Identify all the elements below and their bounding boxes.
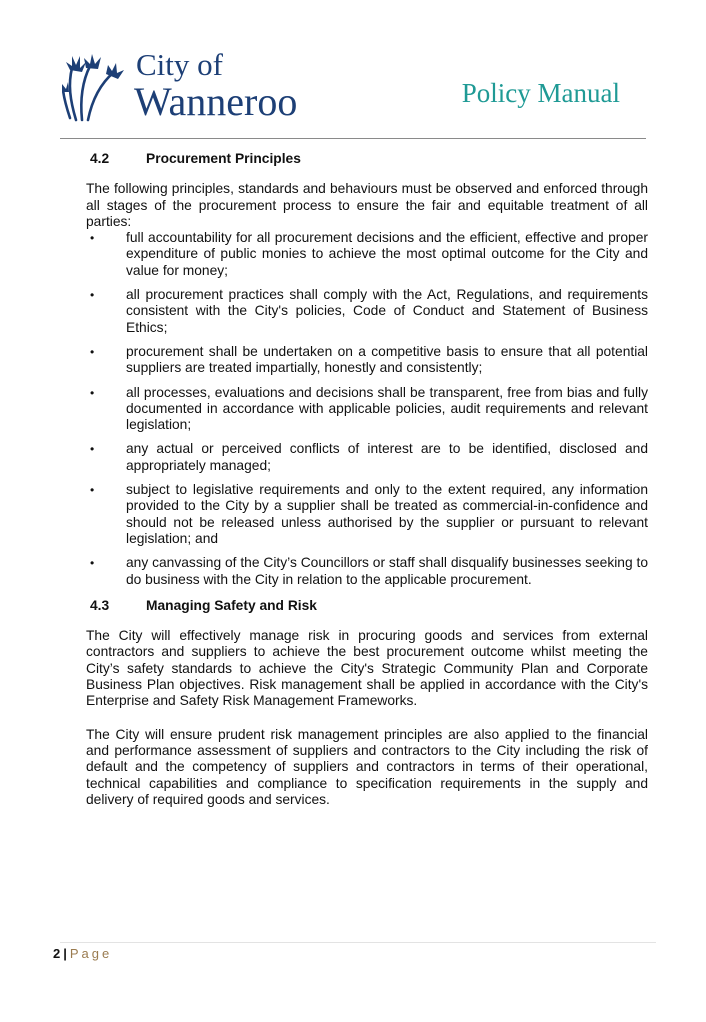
section-4-2-heading [90, 151, 648, 167]
list-item: • subject to legislative requirements and only to the extent required, any information provided to the City by a supplier shall be treated as commercial-in-confidence and should not be released unless authorised by the supplier or pursuant to relevant legislation; and [90, 482, 648, 546]
header-divider [60, 138, 646, 139]
page-number: 2 [53, 946, 61, 961]
footer-separator: | [63, 946, 67, 961]
logo-city-of: City of [136, 47, 223, 82]
section-number: 4.2 [90, 151, 110, 166]
footer-divider [60, 942, 656, 943]
bullet-dot-icon: • [90, 288, 95, 303]
section-4-3-heading [90, 598, 648, 614]
list-item: • full accountability for all procurement decisions and the efficient, effective and proper expenditure of public monies to achieve the most optimal outcome for the City and value for money; [90, 230, 648, 278]
page-footer [53, 946, 112, 961]
list-item: • procurement shall be undertaken on a competitive basis to ensure that all potential suppliers are treated impartially, honestly and consistently; [90, 343, 648, 376]
page-label: Page [69, 946, 113, 961]
bullet-dot-icon: • [90, 556, 95, 571]
kangaroo-paw-icon [62, 48, 136, 124]
logo-wanneroo: Wanneroo [134, 79, 298, 124]
bullet-dot-icon: • [90, 385, 95, 400]
city-logo [62, 48, 332, 128]
bullet-dot-icon: • [90, 344, 95, 359]
section-number: 4.3 [90, 597, 110, 613]
procurement-principles-list [86, 230, 648, 588]
section-4-3-paragraph-2: The City will ensure prudent risk management principles are also applied to the financial and performance assessment of suppliers and contractors to the City including the risk of default and the competency of suppliers and contractors in terms of their operational, technical capabilities and compliance to specification requirements in the supply and delivery of required goods and services. [86, 726, 648, 807]
policy-manual-title: Policy Manual [461, 78, 620, 108]
list-item: • any canvassing of the City’s Councillors or staff shall disqualify businesses seeking to do business with the City in relation to the applicable procurement. [90, 555, 648, 587]
section-4-3-paragraph-1: The City will effectively manage risk in procuring goods and services from external contractors and suppliers to achieve the best procurement outcome whilst meeting the City’s safety standards to achieve the City's Strategic Community Plan and Corporate Business Plan objectives. Risk management shall be applied in accordance with the City's Enterprise and Safety Risk Management Frameworks. [86, 628, 648, 709]
section-title: Managing Safety and Risk [146, 597, 317, 613]
section-4-2-intro: The following principles, standards and behaviours must be observed and enforced through all stages of the procurement process to ensure the fair and equitable treatment of all parties: [86, 181, 648, 229]
bullet-dot-icon: • [90, 442, 95, 457]
section-title: Procurement Principles [146, 151, 301, 166]
list-item: • all procurement practices shall comply with the Act, Regulations, and requirements consistent with the City's policies, Code of Conduct and Statement of Business Ethics; [90, 287, 648, 335]
document-body [86, 151, 648, 808]
list-item: • all processes, evaluations and decisions shall be transparent, free from bias and fully documented in accordance with applicable policies, audit requirements and relevant legislation; [90, 384, 648, 433]
bullet-dot-icon: • [90, 483, 95, 498]
bullet-dot-icon: • [90, 231, 95, 246]
list-item: • any actual or perceived conflicts of interest are to be identified, disclosed and appropriately managed; [90, 441, 648, 473]
